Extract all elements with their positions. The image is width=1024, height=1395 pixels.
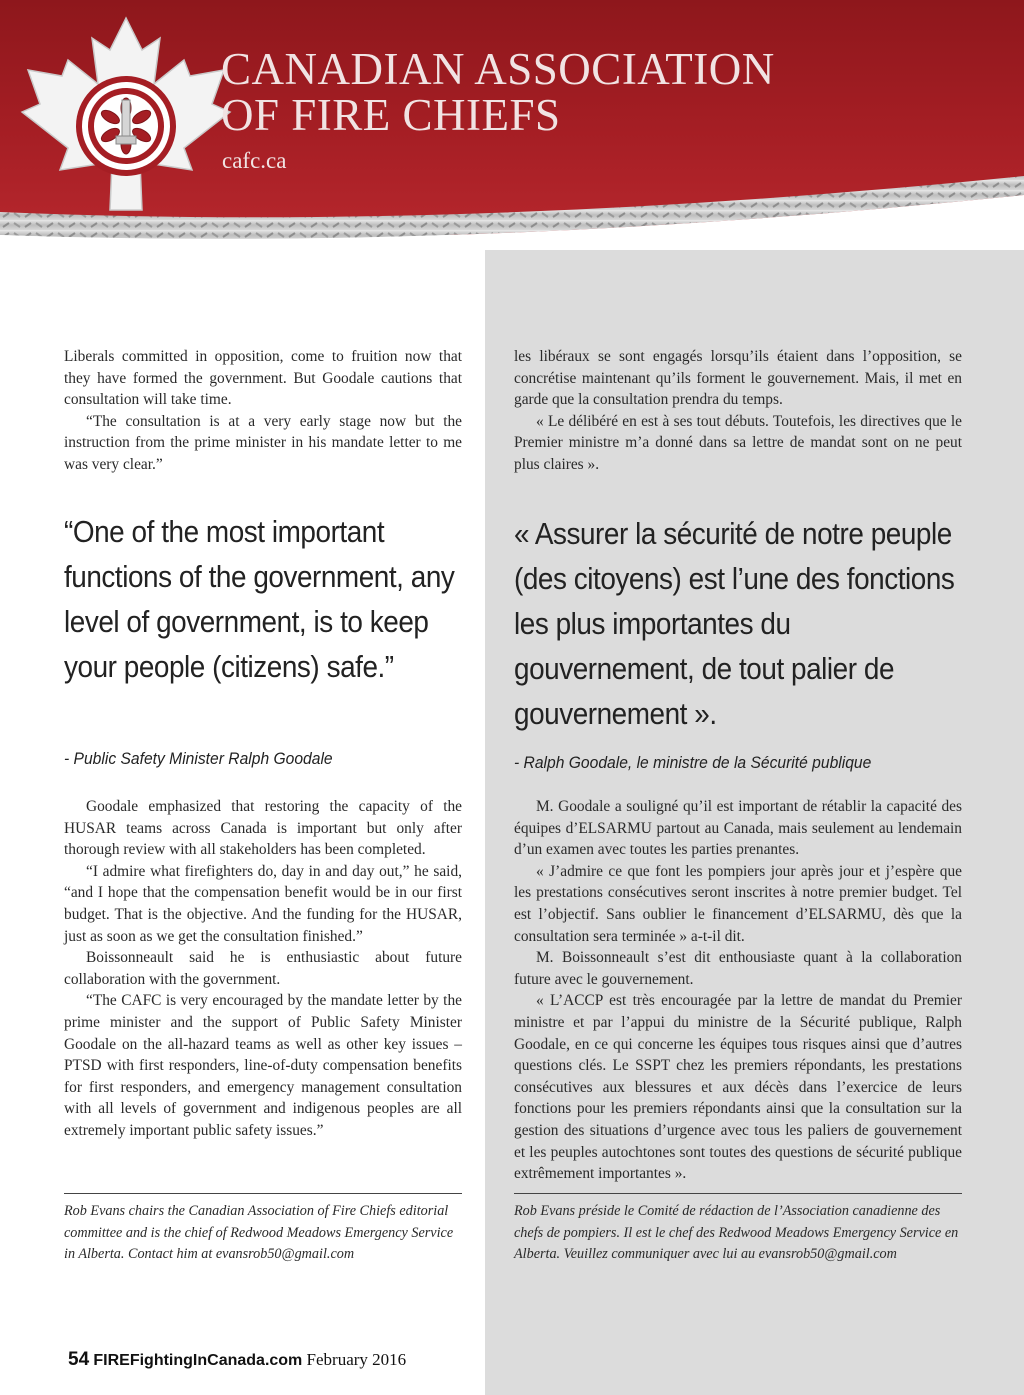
page-number: 54 — [68, 1349, 90, 1370]
french-body-paragraph: M. Goodale a souligné qu’il est important de rétablir la capacité des équipes d’ELSARMU partout au Canada, mais seulement au lendemain d’un examen avec toutes les parties prenantes. — [514, 798, 962, 859]
french-bio: Rob Evans préside le Comité de rédaction de l’Association canadienne des chefs de pompiers. Il est le chef des Redwood Meadows Emergency Service en Alberta. Veuillez communiquer avec lui au evansrob50@gmail.com — [514, 1203, 959, 1263]
french-pull-quote: « Assurer la sécurité de notre peuple (des citoyens) est l’une des fonctions les plus importantes du gouvernement, de tout palier de gouvernement ». — [514, 516, 955, 731]
magazine-name: FIREFightingInCanada.com — [93, 1352, 303, 1369]
french-bio-block — [514, 1201, 962, 1266]
english-bio-block — [64, 1201, 462, 1266]
english-body — [64, 796, 462, 1142]
french-body-paragraph: M. Boissonneault s’est dit enthousiaste quant à la collaboration future avec le gouvernement. — [514, 949, 962, 988]
english-body-paragraph: “The CAFC is very encouraged by the mandate letter by the prime minister and the support of Public Safety Minister Goodale on the all-hazard teams as well as other key issues – PTSD with first responders, line-of-duty compensation benefits for first responders, and emergency management consultation with all levels of government and indigenous peoples are all extremely important public safety issues.” — [64, 992, 462, 1139]
english-body-paragraph: “I admire what firefighters do, day in and day out,” he said, “and I hope that the compensation benefit would be in our first budget. That is the objective. And the funding for the HUSAR, just as soon as we get the consultation finished.” — [64, 862, 462, 945]
org-name-line2: OF FIRE CHIEFS — [221, 90, 561, 140]
english-body-paragraph: Goodale emphasized that restoring the capacity of the HUSAR teams across Canada is important but only after thorough review with all stakeholders has been completed. — [64, 798, 462, 859]
english-intro — [64, 346, 462, 476]
french-body — [514, 796, 962, 1185]
french-body-paragraph: « J’admire ce que font les pompiers jour après jour et j’espère que les prestations consécutives seront inscrites à notre premier budget. Tel est l’objectif. Sans oublier le financement d’ELSARMU, dès que la consultation sera terminée » a-t-il dit. — [514, 862, 962, 945]
french-intro — [514, 346, 962, 476]
org-name-line1: CANADIAN ASSOCIATION — [221, 44, 775, 94]
french-intro-paragraph: « Le délibéré en est à ses tout débuts. Toutefois, les directives que le Premier ministre m’a donné dans sa lettre de mandat sont on ne peut plus claires ». — [514, 412, 962, 473]
issue-date: February 2016 — [306, 1350, 407, 1369]
header-banner — [0, 0, 1024, 250]
english-attribution-block — [64, 749, 462, 769]
french-attribution-block — [514, 753, 962, 773]
org-url: cafc.ca — [222, 148, 287, 173]
english-bio-divider — [64, 1193, 462, 1194]
french-bio-divider — [514, 1193, 962, 1194]
french-body-paragraph: « L’ACCP est très encouragée par la lettre de mandat du Premier ministre et par l’appui du ministre de la Sécurité publique, Ralph Goodale, en ce qui concerne les équipes tous risques ainsi que d’autres questions clés. Le SSPT chez les premiers répondants, les prestations consécutives aux blessures et aux décès dans l’exercice de leurs fonctions pour les premiers répondants ainsi que la consultation sur la gestion des situations d’urgence avec tous les paliers de gouvernement et les peuples autochtones sont toutes des questions de sécurité publique extrêmement importantes ». — [514, 992, 962, 1183]
french-attribution: - Ralph Goodale, le ministre de la Sécurité publique — [514, 753, 872, 772]
english-intro-paragraph: “The consultation is at a very early stage now but the instruction from the prime minister in his mandate letter to me was very clear.” — [64, 412, 462, 473]
english-attribution: - Public Safety Minister Ralph Goodale — [64, 749, 333, 768]
french-intro-paragraph: les libéraux se sont engagés lorsqu’ils étaient dans l’opposition, se concrétise maintenant qu’ils forment le gouvernement. Mais, il met en garde que la consultation prendra du temps. — [514, 348, 962, 409]
page-footer — [68, 1349, 406, 1371]
french-pull-quote-block — [514, 511, 962, 736]
english-intro-paragraph: Liberals committed in opposition, come to fruition now that they have formed the government. But Goodale cautions that consultation will take time. — [64, 348, 462, 409]
english-pull-quote-block — [64, 509, 462, 689]
english-bio: Rob Evans chairs the Canadian Association of Fire Chiefs editorial committee and is the chief of Redwood Meadows Emergency Service in Alberta. Contact him at evansrob50@gmail.com — [64, 1203, 454, 1263]
english-pull-quote: “One of the most important functions of the government, any level of government, is to keep your people (citizens) safe.” — [64, 514, 455, 684]
english-body-paragraph: Boissonneault said he is enthusiastic about future collaboration with the government. — [64, 949, 462, 988]
